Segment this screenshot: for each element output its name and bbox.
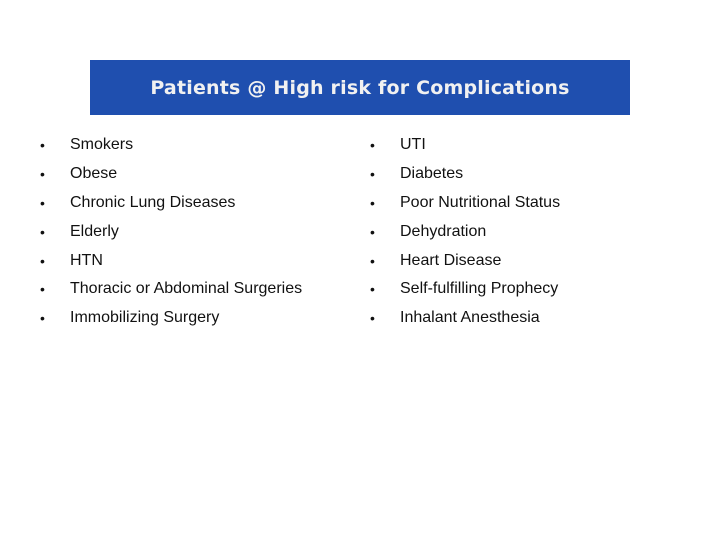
list-item-label: UTI — [400, 136, 426, 154]
list-item — [40, 131, 340, 160]
left-risk-list — [40, 131, 340, 333]
list-item — [370, 189, 670, 218]
bullet-icon: • — [370, 194, 375, 211]
list-item-label: Chronic Lung Diseases — [70, 193, 236, 211]
bullet-icon: • — [370, 252, 375, 269]
list-item — [40, 160, 340, 189]
list-item — [370, 275, 670, 304]
bullet-icon: • — [40, 166, 45, 183]
bullet-icon: • — [370, 166, 375, 183]
bullet-icon: • — [370, 310, 375, 327]
list-item-label: Obese — [70, 165, 118, 183]
bullet-icon: • — [40, 252, 45, 269]
list-item-label: Diabetes — [400, 165, 464, 183]
list-item-label: Poor Nutritional Status — [400, 193, 561, 211]
title-banner — [90, 60, 630, 115]
list-item — [40, 304, 340, 333]
bullet-icon: • — [40, 137, 45, 154]
list-item — [370, 246, 670, 275]
list-item-label: Immobilizing Surgery — [70, 309, 220, 327]
list-item — [40, 275, 340, 304]
bullet-icon: • — [40, 223, 45, 240]
list-item — [370, 160, 670, 189]
list-item-label: Dehydration — [400, 222, 487, 240]
list-item-label: Self-fulfilling Prophecy — [400, 280, 559, 298]
bullet-icon: • — [40, 310, 45, 327]
list-item-label: Heart Disease — [400, 251, 502, 269]
list-item — [370, 131, 670, 160]
bullet-icon: • — [370, 281, 375, 298]
list-item — [370, 304, 670, 333]
list-item-label: HTN — [70, 251, 103, 269]
slide-title: Patients @ High risk for Complications — [150, 76, 570, 99]
list-item-label: Elderly — [70, 222, 119, 240]
list-item-label: Thoracic or Abdominal Surgeries — [70, 280, 303, 298]
bullet-icon: • — [40, 281, 45, 298]
bullet-icon: • — [370, 137, 375, 154]
list-item — [40, 217, 340, 246]
bullet-icon: • — [370, 223, 375, 240]
list-item — [370, 217, 670, 246]
bullet-icon: • — [40, 194, 45, 211]
list-item — [40, 189, 340, 218]
right-risk-list — [370, 131, 670, 333]
list-item-label: Smokers — [70, 136, 134, 154]
list-item-label: Inhalant Anesthesia — [400, 309, 540, 327]
list-item — [40, 246, 340, 275]
